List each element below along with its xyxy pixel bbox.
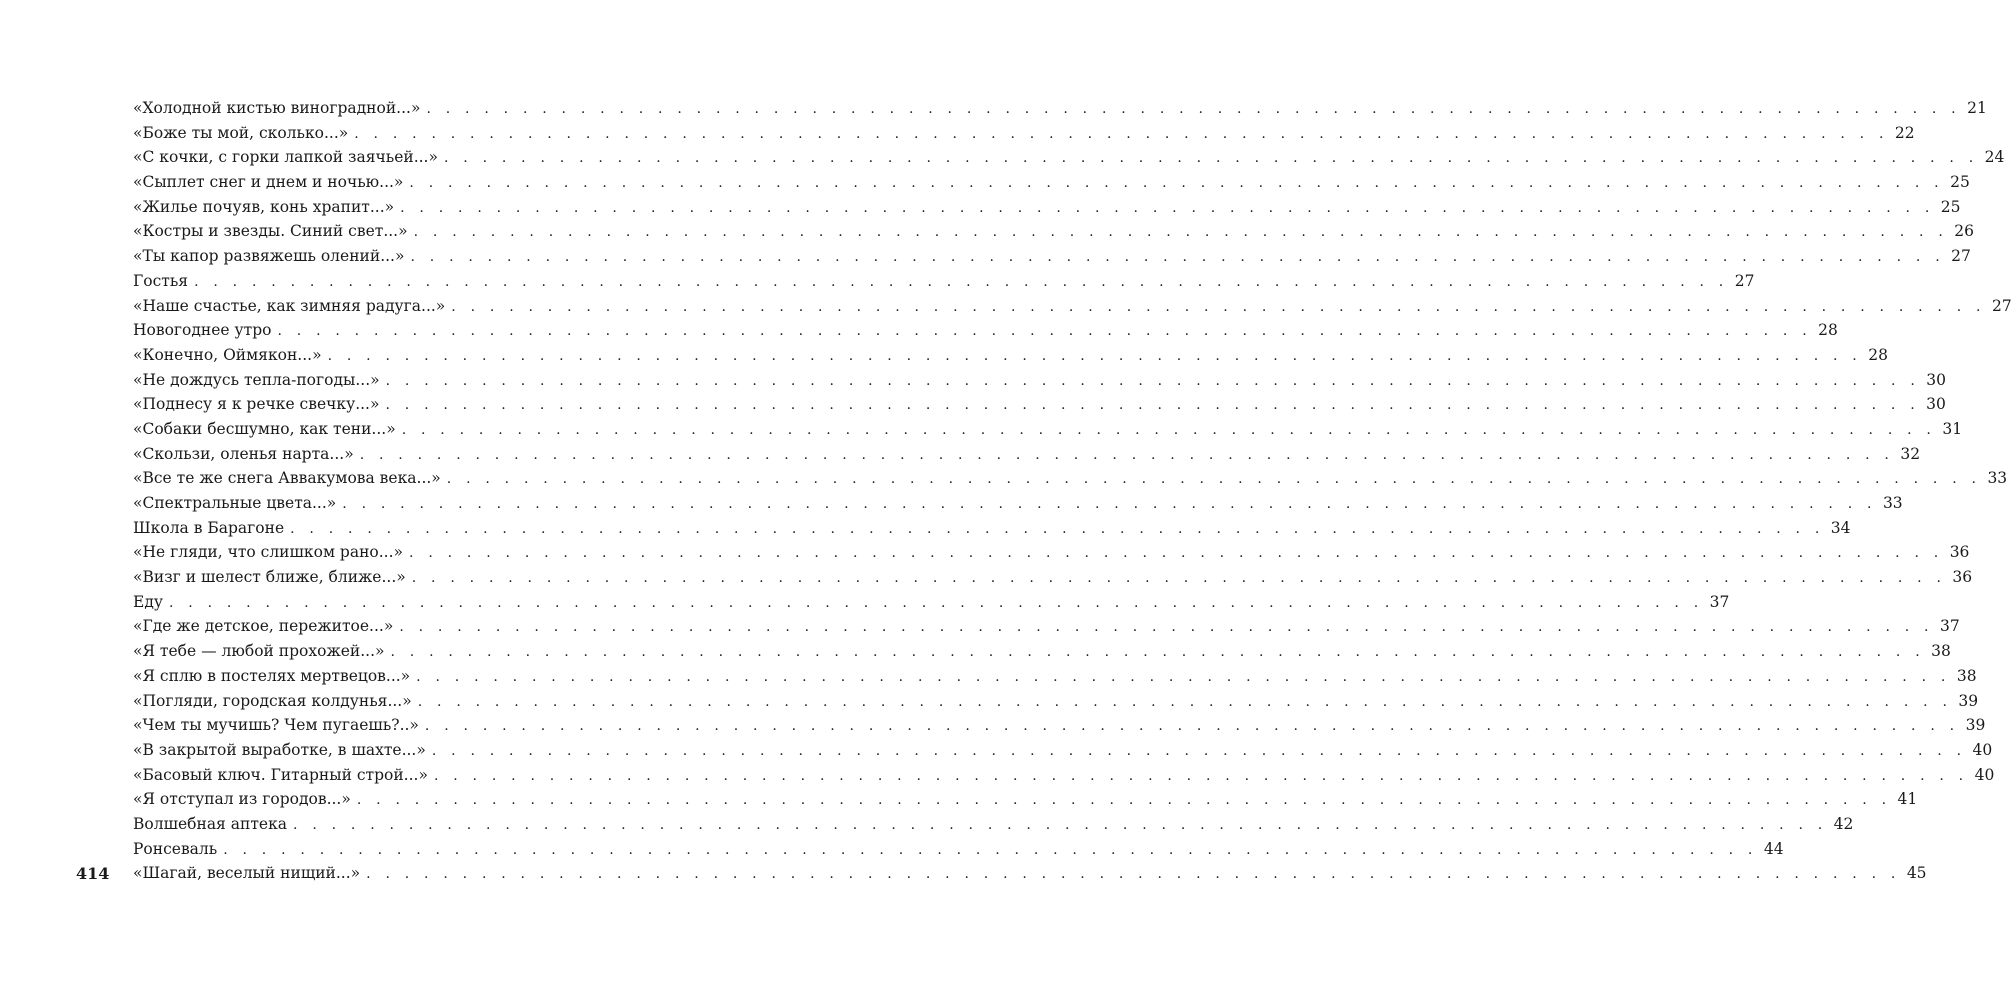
toc-entry <box>133 195 1961 220</box>
dot-leader: . . . . . . . . . . . . . . . . . . . . . . . . . . . . . . . . . . . . . . . . . . . . . . . . . . . . . . . . . . . . . . . . . . . . . . . . . . . . . . . . <box>356 792 1892 809</box>
toc-entry <box>133 614 1960 639</box>
toc-entry-title: Новогоднее утро <box>133 321 272 340</box>
toc-entry-title: «Поднесу я к речке свечку...» <box>133 395 380 414</box>
toc-entry-title: «Ты капор развяжешь олений...» <box>133 247 405 266</box>
toc-entry <box>133 121 1915 146</box>
toc-entry-page: 30 <box>1926 395 1946 414</box>
toc-entry-title: «Наше счастье, как зимняя радуга...» <box>133 296 446 315</box>
toc-entry-title: «Басовый ключ. Гитарный строй...» <box>133 765 428 784</box>
toc-entry <box>133 491 1903 516</box>
toc-entry <box>133 738 1993 763</box>
dot-leader: . . . . . . . . . . . . . . . . . . . . . . . . . . . . . . . . . . . . . . . . . . . . . . . . . . . . . . . . . . . . . . . . . . . . . . . . . . . . . . . . <box>400 199 1935 216</box>
dot-leader: . . . . . . . . . . . . . . . . . . . . . . . . . . . . . . . . . . . . . . . . . . . . . . . . . . . . . . . . . . . . . . . . . . . . . . . . . . . . . . . . <box>399 619 1934 636</box>
dot-leader: . . . . . . . . . . . . . . . . . . . . . . . . . . . . . . . . . . . . . . . . . . . . . . . . . . . . . . . . . . . . . . . . . . . . . . . . . . . . . . . . <box>342 496 1877 512</box>
toc-entry-title: «Я отступал из городов...» <box>133 790 351 809</box>
dot-leader: . . . . . . . . . . . . . . . . . . . . . . . . . . . . . . . . . . . . . . . . . . . . . . . . . . . . . . . . . . . . . . . . . . . . . . . . . . . . . . . . <box>409 545 1944 562</box>
toc-entry <box>133 812 1854 837</box>
toc-entry-page: 33 <box>1987 469 2008 488</box>
dot-leader: . . . . . . . . . . . . . . . . . . . . . . . . . . . . . . . . . . . . . . . . . . . . . . . . . . . . . . . . . . . . . . . . . . . . . . . . . . . . . . . . <box>277 323 1812 340</box>
toc-entry-title: «С кочки, с горки лапкой заячьей...» <box>133 148 438 167</box>
toc-entry <box>133 787 1918 812</box>
dot-leader: . . . . . . . . . . . . . . . . . . . . . . . . . . . . . . . . . . . . . . . . . . . . . . . . . . . . . . . . . . . . . . . . . . . . . . . . . . . . . . . . <box>401 421 1937 438</box>
toc-entry-page: 39 <box>1965 716 1986 735</box>
toc-entry <box>133 466 2008 491</box>
toc-entry-page: 37 <box>1939 617 1960 636</box>
toc-entry-page: 45 <box>1906 864 1927 883</box>
toc-entry <box>133 294 2012 319</box>
dot-leader: . . . . . . . . . . . . . . . . . . . . . . . . . . . . . . . . . . . . . . . . . . . . . . . . . . . . . . . . . . . . . . . . . . . . . . . . . . . . . . . . <box>194 273 1729 290</box>
toc-entry-page: 27 <box>1951 247 1971 266</box>
toc-entry-title: «В закрытой выработке, в шахте...» <box>133 740 426 759</box>
toc-entry-page: 25 <box>1940 197 1961 216</box>
toc-entry <box>133 244 1971 269</box>
toc-entry-title: «Шагай, веселый нищий...» <box>133 864 361 883</box>
toc-entry-title: Еду <box>133 592 163 611</box>
dot-leader: . . . . . . . . . . . . . . . . . . . . . . . . . . . . . . . . . . . . . . . . . . . . . . . . . . . . . . . . . . . . . . . . . . . . . . . . . . . . . . . . <box>290 520 1825 537</box>
toc-entry-page: 37 <box>1709 592 1730 611</box>
toc-entry-page: 36 <box>1949 543 1970 562</box>
toc-entry <box>133 343 1888 368</box>
dot-leader: . . . . . . . . . . . . . . . . . . . . . . . . . . . . . . . . . . . . . . . . . . . . . . . . . . . . . . . . . . . . . . . . . . . . . . . . . . . . . . . . <box>433 767 1969 784</box>
dot-leader: . . . . . . . . . . . . . . . . . . . . . . . . . . . . . . . . . . . . . . . . . . . . . . . . . . . . . . . . . . . . . . . . . . . . . . . . . . . . . . . . <box>424 718 1960 735</box>
toc-entry-title: «Сыплет снег и днем и ночью...» <box>133 173 404 192</box>
dot-leader: . . . . . . . . . . . . . . . . . . . . . . . . . . . . . . . . . . . . . . . . . . . . . . . . . . . . . . . . . . . . . . . . . . . . . . . . . . . . . . . . <box>366 866 1901 883</box>
dot-leader: . . . . . . . . . . . . . . . . . . . . . . . . . . . . . . . . . . . . . . . . . . . . . . . . . . . . . . . . . . . . . . . . . . . . . . . . . . . . . . . . <box>409 175 1944 192</box>
dot-leader: . . . . . . . . . . . . . . . . . . . . . . . . . . . . . . . . . . . . . . . . . . . . . . . . . . . . . . . . . . . . . . . . . . . . . . . . . . . . . . . . <box>354 125 1889 142</box>
dot-leader: . . . . . . . . . . . . . . . . . . . . . . . . . . . . . . . . . . . . . . . . . . . . . . . . . . . . . . . . . . . . . . . . . . . . . . . . . . . . . . . . <box>223 841 1758 858</box>
toc-entry <box>133 417 1963 442</box>
toc-entry-page: 40 <box>1972 740 1993 759</box>
toc-entry-page: 21 <box>1967 99 1987 117</box>
toc-entry-page: 30 <box>1926 370 1946 389</box>
dot-leader: . . . . . . . . . . . . . . . . . . . . . . . . . . . . . . . . . . . . . . . . . . . . . . . . . . . . . . . . . . . . . . . . . . . . . . . . . . . . . . . . <box>385 397 1920 414</box>
dot-leader: . . . . . . . . . . . . . . . . . . . . . . . . . . . . . . . . . . . . . . . . . . . . . . . . . . . . . . . . . . . . . . . . . . . . . . . . . . . . . . . . <box>385 372 1920 389</box>
dot-leader: . . . . . . . . . . . . . . . . . . . . . . . . . . . . . . . . . . . . . . . . . . . . . . . . . . . . . . . . . . . . . . . . . . . . . . . . . . . . . . . . <box>410 249 1945 266</box>
toc-entry-title: «Я тебе — любой прохожей...» <box>133 642 385 661</box>
toc-entry-page: 27 <box>1734 271 1755 290</box>
dot-leader: . . . . . . . . . . . . . . . . . . . . . . . . . . . . . . . . . . . . . . . . . . . . . . . . . . . . . . . . . . . . . . . . . . . . . . . . . . . . . . . . <box>359 446 1895 463</box>
table-of-contents <box>133 96 2012 886</box>
toc-entry <box>133 713 1986 738</box>
page-number: 414 <box>76 864 110 883</box>
toc-entry-title: «Боже ты мой, сколько...» <box>133 123 349 142</box>
dot-leader: . . . . . . . . . . . . . . . . . . . . . . . . . . . . . . . . . . . . . . . . . . . . . . . . . . . . . . . . . . . . . . . . . . . . . . . . . . . . . . . . <box>327 347 1862 364</box>
dot-leader: . . . . . . . . . . . . . . . . . . . . . . . . . . . . . . . . . . . . . . . . . . . . . . . . . . . . . . . . . . . . . . . . . . . . . . . . . . . . . . . . <box>446 471 1982 488</box>
toc-entry-title: Школа в Барагоне <box>133 518 285 537</box>
toc-entry-page: 22 <box>1894 123 1915 142</box>
toc-entry-page: 26 <box>1954 222 1974 241</box>
toc-entry-page: 25 <box>1950 173 1970 192</box>
dot-leader: . . . . . . . . . . . . . . . . . . . . . . . . . . . . . . . . . . . . . . . . . . . . . . . . . . . . . . . . . . . . . . . . . . . . . . . . . . . . . . . . <box>416 668 1951 685</box>
dot-leader: . . . . . . . . . . . . . . . . . . . . . . . . . . . . . . . . . . . . . . . . . . . . . . . . . . . . . . . . . . . . . . . . . . . . . . . . . . . . . . . . <box>443 150 1979 167</box>
toc-entry <box>133 442 1921 467</box>
toc-entry-title: Ронсеваль <box>133 839 218 858</box>
toc-entry <box>133 540 1970 565</box>
toc-entry-title: «Не гляди, что слишком рано...» <box>133 543 404 562</box>
toc-entry-title: «Скользи, оленья нарта...» <box>133 444 354 463</box>
toc-entry-title: «Собаки бесшумно, как тени...» <box>133 419 396 438</box>
toc-entry-page: 27 <box>1991 296 2012 315</box>
toc-entry-title: «Не дождусь тепла-погоды...» <box>133 370 380 389</box>
toc-entry-title: «Все те же снега Аввакумова века...» <box>133 469 441 488</box>
dot-leader: . . . . . . . . . . . . . . . . . . . . . . . . . . . . . . . . . . . . . . . . . . . . . . . . . . . . . . . . . . . . . . . . . . . . . . . . . . . . . . . . <box>168 594 1704 611</box>
toc-entry <box>133 368 1946 393</box>
toc-entry <box>133 664 1977 689</box>
dot-leader: . . . . . . . . . . . . . . . . . . . . . . . . . . . . . . . . . . . . . . . . . . . . . . . . . . . . . . . . . . . . . . . . . . . . . . . . . . . . . . . . <box>413 224 1948 241</box>
toc-entry-title: Волшебная аптека <box>133 814 288 833</box>
toc-entry-page: 32 <box>1900 444 1921 463</box>
toc-entry-page: 33 <box>1882 494 1903 512</box>
toc-entry-title: «Костры и звезды. Синий свет...» <box>133 222 408 241</box>
toc-entry-title: Гостья <box>133 271 189 290</box>
toc-entry <box>133 861 1927 886</box>
toc-entry-page: 38 <box>1956 666 1977 685</box>
toc-entry-title: «Чем ты мучишь? Чем пугаешь?..» <box>133 716 419 735</box>
toc-entry-page: 39 <box>1958 691 1979 710</box>
toc-entry-title: «Конечно, Оймякон...» <box>133 345 322 364</box>
toc-entry-title: «Холодной кистью виноградной...» <box>133 99 421 117</box>
toc-entry <box>133 145 2005 170</box>
dot-leader: . . . . . . . . . . . . . . . . . . . . . . . . . . . . . . . . . . . . . . . . . . . . . . . . . . . . . . . . . . . . . . . . . . . . . . . . . . . . . . . . <box>293 816 1828 833</box>
toc-entry <box>133 516 1851 541</box>
toc-entry-page: 34 <box>1830 518 1851 537</box>
dot-leader: . . . . . . . . . . . . . . . . . . . . . . . . . . . . . . . . . . . . . . . . . . . . . . . . . . . . . . . . . . . . . . . . . . . . . . . . . . . . . . . . <box>390 644 1925 661</box>
toc-entry <box>133 392 1946 417</box>
toc-entry <box>133 689 1979 714</box>
toc-entry <box>133 318 1838 343</box>
toc-entry-title: «Спектральные цвета...» <box>133 494 337 512</box>
toc-entry-title: «Я сплю в постелях мертвецов...» <box>133 666 411 685</box>
toc-entry-page: 44 <box>1763 839 1784 858</box>
toc-entry-title: «Погляди, городская колдунья...» <box>133 691 412 710</box>
dot-leader: . . . . . . . . . . . . . . . . . . . . . . . . . . . . . . . . . . . . . . . . . . . . . . . . . . . . . . . . . . . . . . . . . . . . . . . . . . . . . . . . <box>426 101 1961 117</box>
toc-entry-title: «Жилье почуяв, конь храпит...» <box>133 197 395 216</box>
toc-entry <box>133 96 1987 121</box>
dot-leader: . . . . . . . . . . . . . . . . . . . . . . . . . . . . . . . . . . . . . . . . . . . . . . . . . . . . . . . . . . . . . . . . . . . . . . . . . . . . . . . . <box>431 742 1967 759</box>
toc-entry-page: 38 <box>1931 642 1951 661</box>
toc-entry <box>133 170 1970 195</box>
toc-entry-page: 31 <box>1942 419 1963 438</box>
toc-entry-title: «Где же детское, пережитое...» <box>133 617 394 636</box>
toc-entry-page: 42 <box>1833 814 1854 833</box>
dot-leader: . . . . . . . . . . . . . . . . . . . . . . . . . . . . . . . . . . . . . . . . . . . . . . . . . . . . . . . . . . . . . . . . . . . . . . . . . . . . . . . . <box>411 570 1947 587</box>
toc-entry <box>133 219 1974 244</box>
toc-entry-page: 36 <box>1952 568 1973 587</box>
toc-entry-page: 40 <box>1974 765 1995 784</box>
toc-entry-title: «Визг и шелест ближе, ближе...» <box>133 568 406 587</box>
toc-entry <box>133 639 1951 664</box>
toc-entry-page: 41 <box>1897 790 1918 809</box>
toc-entry <box>133 269 1755 294</box>
toc-entry <box>133 590 1730 615</box>
dot-leader: . . . . . . . . . . . . . . . . . . . . . . . . . . . . . . . . . . . . . . . . . . . . . . . . . . . . . . . . . . . . . . . . . . . . . . . . . . . . . . . . <box>417 693 1953 710</box>
toc-entry-page: 28 <box>1868 345 1888 364</box>
dot-leader: . . . . . . . . . . . . . . . . . . . . . . . . . . . . . . . . . . . . . . . . . . . . . . . . . . . . . . . . . . . . . . . . . . . . . . . . . . . . . . . . <box>451 298 1986 315</box>
toc-entry-page: 28 <box>1818 321 1838 340</box>
toc-entry <box>133 565 1973 590</box>
toc-entry <box>133 837 1784 862</box>
toc-entry <box>133 763 1995 788</box>
toc-entry-page: 24 <box>1984 148 2005 167</box>
